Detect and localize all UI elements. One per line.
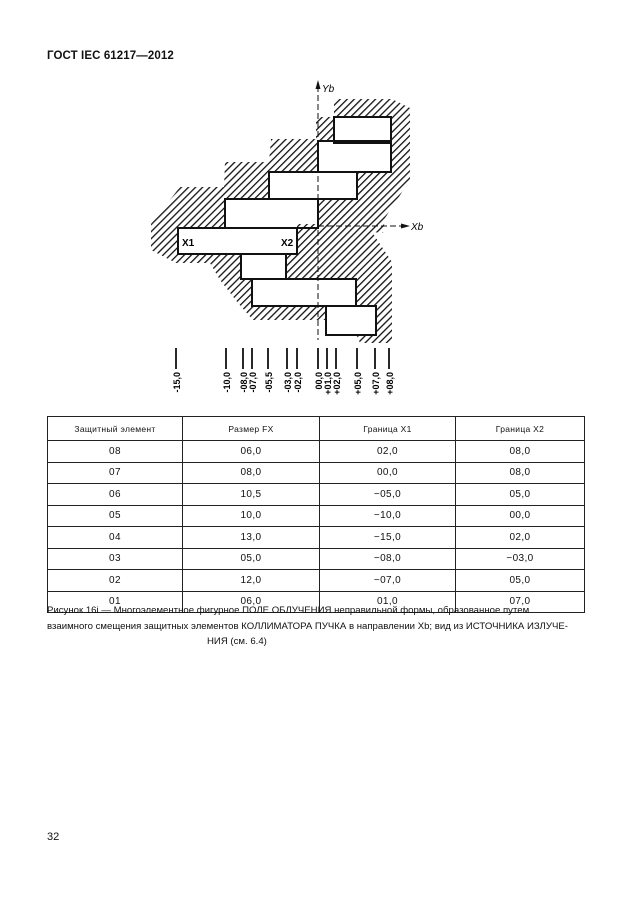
scale-label: -02,0	[293, 372, 303, 393]
scale-labels	[172, 372, 395, 395]
table-cell: 06,0	[183, 591, 320, 613]
table-cell: 02,0	[320, 441, 456, 463]
axis-x-label: Xb	[411, 222, 424, 233]
table-cell: −07,0	[320, 570, 456, 592]
table-cell: −10,0	[320, 505, 456, 527]
scale-label: +08,0	[385, 372, 395, 395]
table-cell: 01,0	[320, 591, 456, 613]
table-cell: −03,0	[456, 548, 585, 570]
table-row	[48, 505, 585, 527]
col-header-x2: Граница X2	[456, 417, 585, 441]
table-cell: 01	[48, 591, 183, 613]
table-cell: 05	[48, 505, 183, 527]
table-cell: 05,0	[456, 570, 585, 592]
col-header-element: Защитный элемент	[48, 417, 183, 441]
leaf-boundary-table	[47, 416, 585, 613]
page-number: 32	[47, 831, 60, 843]
table-cell: 08,0	[456, 462, 585, 484]
scale-label: -10,0	[222, 372, 232, 393]
table-row	[48, 548, 585, 570]
table-row	[48, 484, 585, 506]
table-cell: 05,0	[183, 548, 320, 570]
table-row	[48, 441, 585, 463]
scale-label: -07,0	[248, 372, 258, 393]
scale-ticks	[176, 348, 389, 369]
table-cell: 03	[48, 548, 183, 570]
table-cell: 02,0	[456, 527, 585, 549]
boundary-left-label: X1	[182, 238, 195, 249]
table-cell: 00,0	[320, 462, 456, 484]
caption-line-3: НИЯ (см. 6.4)	[207, 636, 267, 647]
scale-label: +05,0	[353, 372, 363, 395]
figure-caption	[47, 603, 584, 650]
scale-label: -05,5	[264, 372, 274, 393]
caption-line-1: Рисунок 16i — Многоэлементное фигурное ПОЛЕ ОБЛУЧЕНИЯ неправильной формы, образованное путем	[47, 605, 530, 616]
scale-label: +02,0	[332, 372, 342, 395]
table-cell: −15,0	[320, 527, 456, 549]
table-row	[48, 527, 585, 549]
table-cell: −05,0	[320, 484, 456, 506]
col-header-x1: Граница X1	[320, 417, 456, 441]
table-cell: 13,0	[183, 527, 320, 549]
y-axis-arrow	[316, 80, 321, 89]
table-cell: 07,0	[456, 591, 585, 613]
table-cell: 07	[48, 462, 183, 484]
scale-label: +07,0	[371, 372, 381, 395]
scale-label: -08,0	[239, 372, 249, 393]
collimator-field-diagram	[0, 0, 630, 410]
table-cell: 08,0	[456, 441, 585, 463]
x-axis-arrow	[401, 224, 410, 229]
scale-label: -15,0	[172, 372, 182, 393]
table-cell: 06	[48, 484, 183, 506]
table-cell: 08	[48, 441, 183, 463]
scale-label: +01,0	[323, 372, 333, 395]
document-header: ГОСТ IEC 61217—2012	[47, 50, 174, 62]
boundary-right-label: X2	[281, 238, 294, 249]
col-header-size: Размер FX	[183, 417, 320, 441]
table-cell: 10,5	[183, 484, 320, 506]
table-cell: 02	[48, 570, 183, 592]
table-header-row	[48, 417, 585, 441]
table-cell: 05,0	[456, 484, 585, 506]
table-row	[48, 462, 585, 484]
table-row	[48, 570, 585, 592]
table-cell: 12,0	[183, 570, 320, 592]
caption-line-2: взаимного смещения защитных элементов КОЛЛИМАТОРА ПУЧКА в направлении Xb; вид из ИСТОЧНИКА ИЗЛУЧЕ-	[47, 620, 568, 632]
scale-label: 00,0	[314, 372, 324, 390]
table-cell: 04	[48, 527, 183, 549]
table-cell: 10,0	[183, 505, 320, 527]
axis-y-label: Yb	[322, 84, 335, 95]
table-cell: 06,0	[183, 441, 320, 463]
table-cell: −08,0	[320, 548, 456, 570]
scale-label: -03,0	[283, 372, 293, 393]
table-cell: 00,0	[456, 505, 585, 527]
table-cell: 08,0	[183, 462, 320, 484]
